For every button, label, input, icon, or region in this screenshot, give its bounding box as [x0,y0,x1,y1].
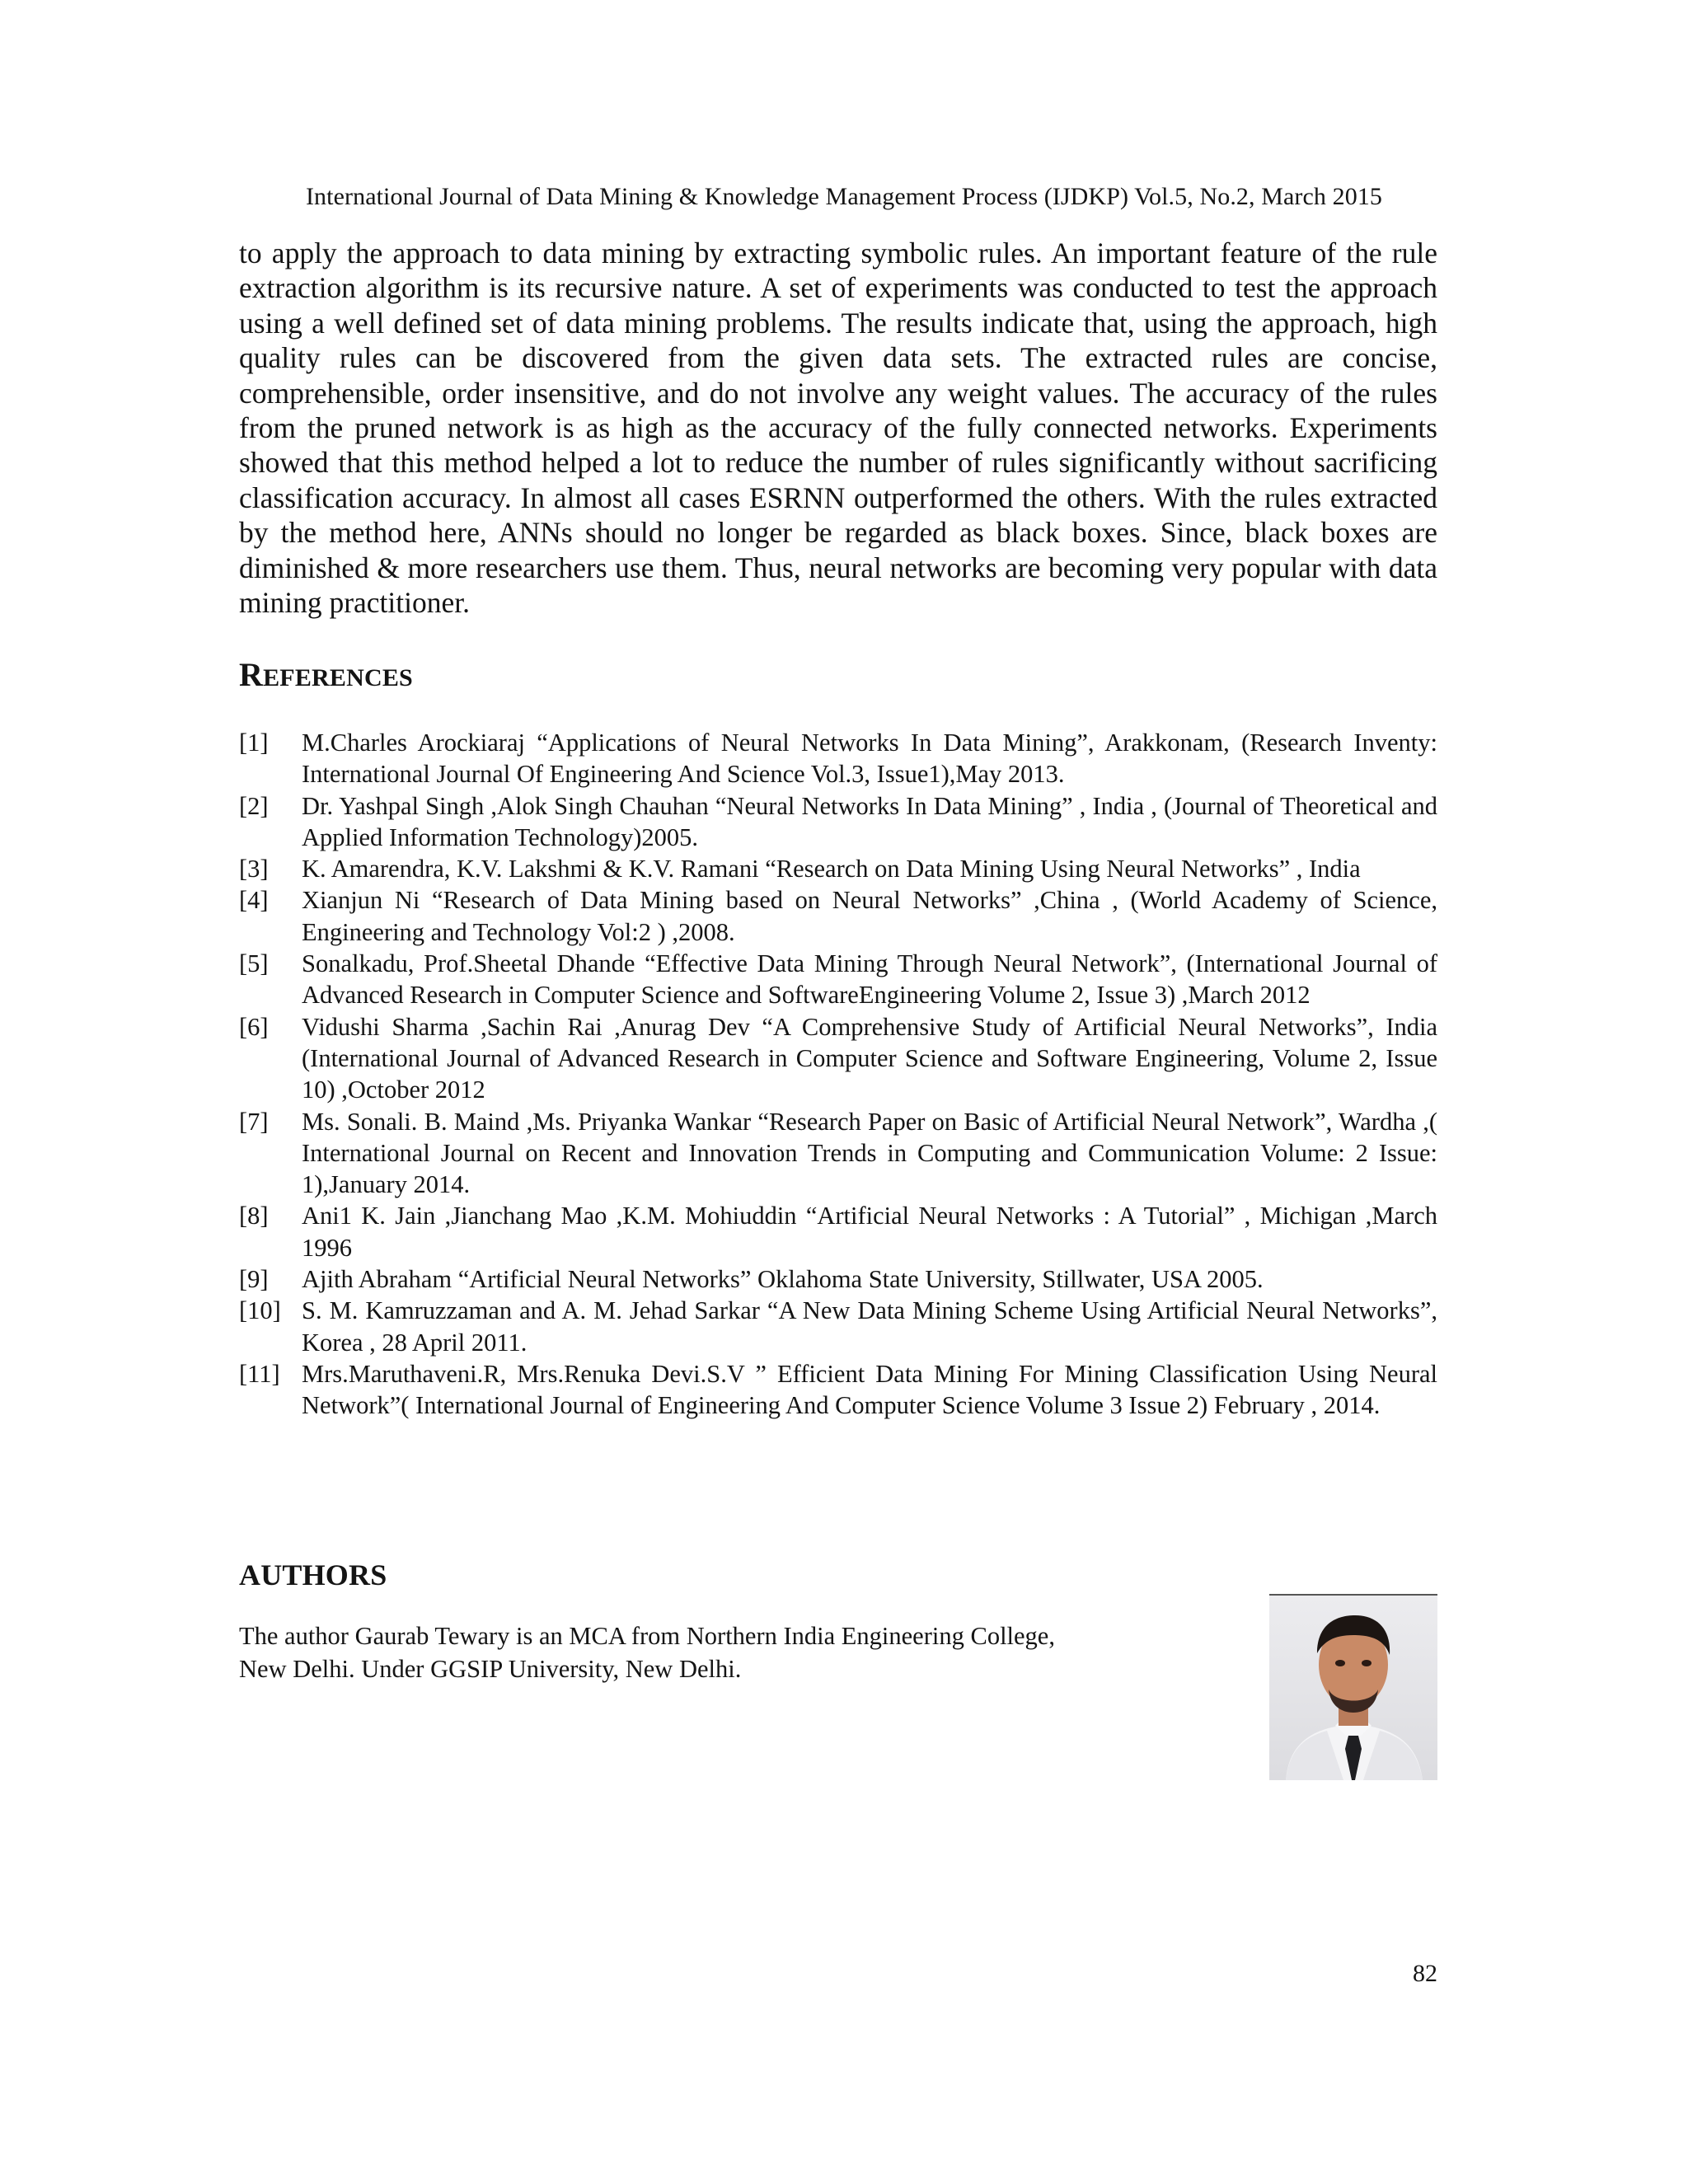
reference-text: Vidushi Sharma ,Sachin Rai ,Anurag Dev “A Comprehensive Study of Artificial Neural Networks”, India (International Journal of Advanced Research in Computer Science and Software Engineering, Volume 2, Issue 10) ,October 2012 [302,1012,1437,1104]
reference-number: [6] [239,1012,269,1041]
reference-item [239,1263,1437,1295]
reference-item [239,790,1437,854]
reference-item [239,853,1437,884]
reference-number: [9] [239,1265,269,1294]
references-heading-rest: EFERENCES [263,664,413,691]
reference-text: Dr. Yashpal Singh ,Alok Singh Chauhan “Neural Networks In Data Mining” , India , (Journal of Theoretical and Applied Information Technology)2005. [302,791,1437,851]
author-portrait-icon [1269,1596,1437,1780]
running-header: International Journal of Data Mining & Knowledge Management Process (IJDKP) Vol.5, No.2, March 2015 [305,183,1383,210]
reference-number: [10] [239,1296,281,1325]
reference-number: [1] [239,729,269,757]
reference-text: Ms. Sonali. B. Maind ,Ms. Priyanka Wankar “Research Paper on Basic of Artificial Neural Network”, Wardha ,( International Journal on Recent and Innovation Trends in Computing and Communication Volume: 2 Issue: 1),January 2014. [302,1107,1437,1199]
references-heading [239,655,413,694]
reference-number: [2] [239,791,269,820]
reference-item [239,1358,1437,1422]
reference-item [239,1106,1437,1201]
reference-item [239,1295,1437,1358]
reference-list [239,727,1437,1422]
reference-number: [5] [239,949,269,978]
reference-text: K. Amarendra, K.V. Lakshmi & K.V. Ramani “Research on Data Mining Using Neural Networks” , India [302,855,1361,883]
reference-number: [7] [239,1107,269,1136]
author-bio-line: New Delhi. Under GGSIP University, New Delhi. [239,1655,742,1683]
reference-number: [3] [239,855,269,883]
page-number: 82 [1413,1960,1437,1987]
reference-text: S. M. Kamruzzaman and A. M. Jehad Sarkar “A New Data Mining Scheme Using Artificial Neural Networks”, Korea , 28 April 2011. [302,1296,1437,1357]
references-heading-initial: R [239,656,264,693]
author-bio-line: The author Gaurab Tewary is an MCA from Northern India Engineering College, [239,1622,1055,1650]
reference-text: Sonalkadu, Prof.Sheetal Dhande “Effective Data Mining Through Neural Network”, (International Journal of Advanced Research in Computer Science and SoftwareEngineering Volume 2, Issue 3) ,March 2012 [302,949,1437,1010]
author-bio [239,1619,1212,1685]
reference-text: Mrs.Maruthaveni.R, Mrs.Renuka Devi.S.V ” Efficient Data Mining For Mining Classification Using Neural Network”( International Journal of Engineering And Computer Science Volume 3 Issue 2) February , 2014. [302,1359,1437,1420]
reference-text: Ani1 K. Jain ,Jianchang Mao ,K.M. Mohiuddin “Artificial Neural Networks : A Tutorial” , Michigan ,March 1996 [302,1202,1437,1262]
reference-item [239,1200,1437,1263]
conclusion-paragraph: to apply the approach to data mining by extracting symbolic rules. An important feature of the rule extraction algorithm is its recursive nature. A set of experiments was conducted to test the approach using a well defined set of data mining problems. The results indicate that, using the approach, high quality rules can be discovered from the given data sets. The extracted rules are concise, comprehensible, order insensitive, and do not involve any weight values. The accuracy of the rules from the pruned network is as high as the accuracy of the fully connected networks. Experiments showed that this method helped a lot to reduce the number of rules significantly without sacrificing classification accuracy. In almost all cases ESRNN outperformed the others. With the rules extracted by the method here, ANNs should no longer be regarded as black boxes. Since, black boxes are diminished & more researchers use them. Thus, neural networks are becoming very popular with data mining practitioner. [239,237,1437,620]
reference-text: Xianjun Ni “Research of Data Mining based on Neural Networks” ,China , (World Academy of Science, Engineering and Technology Vol:2 ) ,2008. [302,886,1437,946]
reference-item [239,948,1437,1011]
reference-item [239,1011,1437,1106]
reference-number: [4] [239,886,269,915]
reference-number: [8] [239,1202,269,1230]
reference-number: [11] [239,1359,280,1388]
authors-heading: AUTHORS [239,1558,387,1591]
reference-item [239,884,1437,948]
reference-text: M.Charles Arockiaraj “Applications of Neural Networks In Data Mining”, Arakkonam, (Research Inventy: International Journal Of Engineering And Science Vol.3, Issue1),May 2013. [302,729,1437,789]
reference-item [239,727,1437,790]
reference-text: Ajith Abraham “Artificial Neural Networks” Oklahoma State University, Stillwater, USA 2005. [302,1265,1264,1294]
author-photo [1269,1594,1437,1780]
